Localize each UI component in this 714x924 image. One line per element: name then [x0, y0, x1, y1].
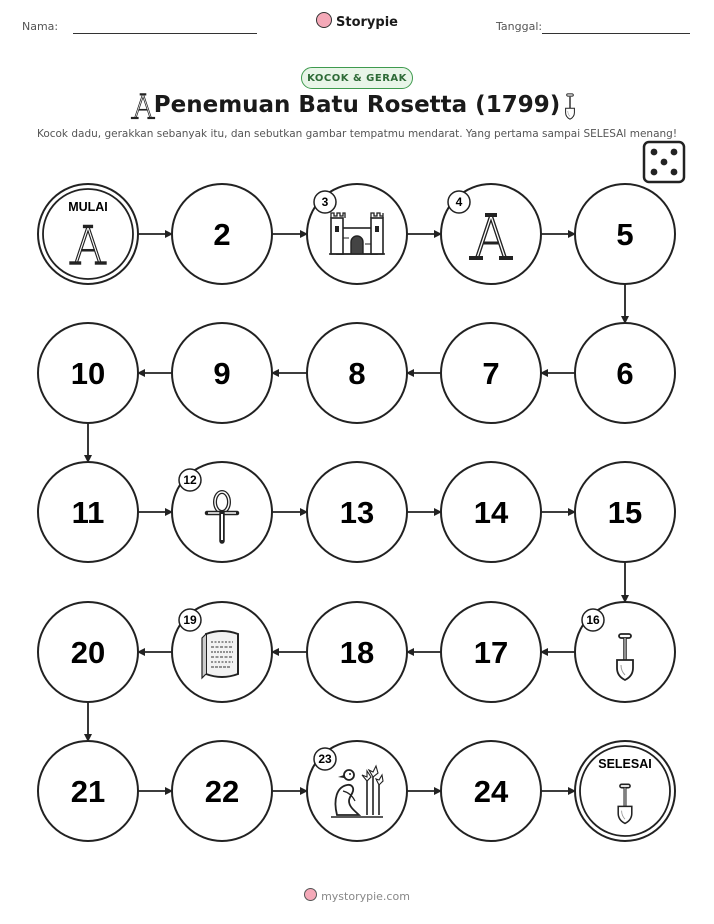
board-space-14	[441, 462, 541, 562]
board-space-16	[575, 602, 675, 702]
brand-name: Storypie	[336, 15, 398, 30]
space-number: 19	[183, 613, 197, 627]
space-number: 11	[71, 495, 105, 530]
start-label: MULAI	[68, 200, 108, 214]
board-space-6	[575, 323, 675, 423]
space-number: 24	[473, 774, 509, 809]
alpha-letter-icon	[131, 93, 155, 119]
board-space-23	[307, 741, 407, 841]
space-number: 21	[70, 774, 106, 809]
board-space-13	[307, 462, 407, 562]
space-number: 6	[616, 356, 634, 391]
space-number: 12	[183, 473, 197, 487]
footer-url: mystorypie.com	[321, 890, 410, 903]
space-number: 14	[473, 495, 509, 530]
space-number: 4	[455, 195, 463, 209]
space-number: 3	[321, 195, 329, 209]
space-number: 13	[339, 495, 375, 530]
board-space-21	[38, 741, 138, 841]
space-number-badge	[314, 748, 336, 770]
finish-label: SELESAI	[598, 757, 652, 771]
instructions: Kocok dadu, gerakkan sebanyak itu, dan sebutkan gambar tempatmu mendarat. Yang pertama sampai SELESAI menang!	[36, 128, 678, 140]
space-number: 7	[482, 356, 500, 391]
footer	[0, 888, 714, 903]
space-number: 16	[586, 613, 600, 627]
date-label: Tanggal:	[496, 20, 543, 33]
space-number: 8	[348, 356, 366, 391]
space-number: 20	[70, 635, 106, 670]
board-space-15	[575, 462, 675, 562]
space-number: 10	[70, 356, 106, 391]
activity-tag: KOCOK & GERAK	[301, 67, 413, 89]
space-number: 9	[213, 356, 231, 391]
board-space-7	[441, 323, 541, 423]
space-number-badge	[582, 609, 604, 631]
space-number-badge	[448, 191, 470, 213]
board-space-22	[172, 741, 272, 841]
board-space-19	[172, 602, 272, 702]
board-space-5	[575, 184, 675, 284]
shovel-icon	[566, 94, 575, 119]
dice-five-icon	[644, 142, 684, 182]
space-number-badge	[314, 191, 336, 213]
rosetta-stone-icon	[202, 631, 238, 678]
name-label: Nama:	[22, 20, 59, 33]
board-space-3	[307, 184, 407, 284]
board-space-9	[172, 323, 272, 423]
space-number: 17	[473, 635, 509, 670]
space-number: 5	[616, 217, 634, 252]
board-space-1	[38, 184, 138, 284]
board-space-17	[441, 602, 541, 702]
page-title: Penemuan Batu Rosetta (1799)	[153, 92, 561, 118]
board-space-18	[307, 602, 407, 702]
space-number: 15	[607, 495, 643, 530]
board-space-11	[38, 462, 138, 562]
board-space-2	[172, 184, 272, 284]
board-space-4	[441, 184, 541, 284]
space-number-badge	[179, 469, 201, 491]
board-space-25	[575, 741, 675, 841]
space-number-badge	[179, 609, 201, 631]
board-space-8	[307, 323, 407, 423]
board-space-24	[441, 741, 541, 841]
board-space-20	[38, 602, 138, 702]
board-space-10	[38, 323, 138, 423]
space-number: 18	[339, 635, 375, 670]
space-number: 2	[213, 217, 231, 252]
space-number: 22	[204, 774, 240, 809]
board-space-12	[172, 462, 272, 562]
space-number: 23	[318, 752, 332, 766]
storypie-logo-icon	[304, 888, 317, 901]
